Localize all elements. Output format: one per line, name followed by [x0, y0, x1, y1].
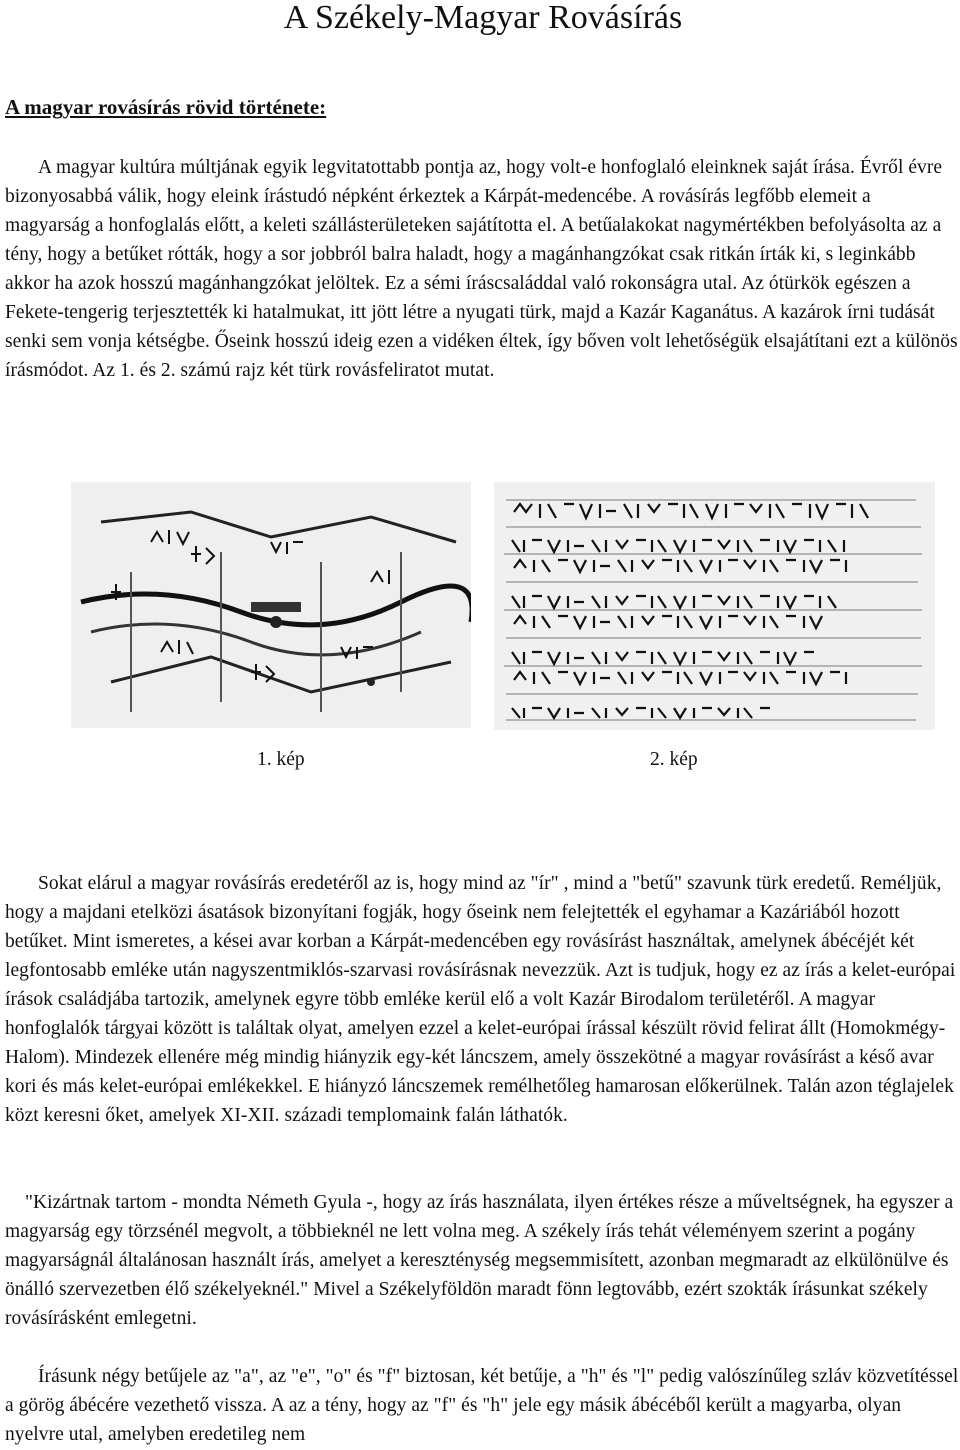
figure-2-image: [494, 482, 935, 730]
section-heading: A magyar rovásírás rövid története:: [5, 95, 327, 119]
paragraph-origin-text: Sokat elárul a magyar rovásírás eredetéről az is, hogy mind az "ír" , mind a "betű" szavunk türk eredetű. Reméljük, hogy a majdani etelközi ásatások bizonyítani fogják, hogy őseink nem felejtették el egyhamar a Kazáriából hozott betűket. Mint ismeretes, a kései avar korban a Kárpát-medencében egy rovásírást használtak, amelynek ábécéjét két legfontosabb emléke után nagyszentmiklós-szarvasi rovásírásnak nevezzük. Azt is tudjuk, hogy ez az írás a kelet-európai írások családjába tartozik, amelynek egyre több emléke kerül elő a volt Kazár Birodalom területéről. A magyar honfoglalók tárgyai között is találtak olyat, amelyen ezzel a kelet-európai írással készült rövid felirat állt (Homokmégy-Halom). Mindezek ellenére még mindig hiányzik egy-két láncszem, amely összekötné a magyar rovásírást a késő avar kori és más kelet-európai emlékekkel. E hiányzó láncszemek remélhetőleg hamarosan előkerülnek. Talán azon téglajelek közt keresni őket, amelyek XI-XII. századi templomaink falán láthatók.: [5, 873, 956, 1126]
paragraph-intro-text: A magyar kultúra múltjának egyik legvitatottabb pontja az, hogy volt-e honfoglaló eleinknek saját írása. Évről évre bizonyosabbá válik, hogy eleink írástudó népként érkeztek a Kárpát-medencébe. A rovásírás legfőbb elemeit a magyarság a honfoglalás előtt, a keleti szállásterületeken sajátította el. A betűalakokat nagymértékben befolyásolta az a tény, hogy a betűket rótták, hogy a sor jobbról balra haladt, hogy a magánhangzókat csak ritkán írták ki, s leginkább akkor ha azok hosszú magánhangzókat jelöltek. Ez a sémi íráscsaláddal való rokonságra utal. Az ótürkök egészen a Fekete-tengerig terjesztették ki hatalmukat, itt jött létre a nyugati türk, majd a Kazár Kaganátus. A kazárok írni tudását senki sem vonja kétségbe. Őseink hosszú ideig ezen a vidéken éltek, így bőven volt lehetőségük elsajátítani ezt a különös írásmódot. Az 1. és 2. számú rajz két türk rovásfeliratot mutat.: [5, 157, 958, 381]
figure-2-caption: 2. kép: [650, 749, 698, 770]
paragraph-intro: [5, 153, 960, 385]
turkic-inscription-drawing-1: [71, 482, 471, 728]
paragraph-quote-text: "Kizártnak tartom - mondta Németh Gyula -, hogy az írás használata, ilyen értékes része a műveltségnek, ha egyszer a magyarság egy törzsénél megvolt, a többieknél ne lett volna meg. A székely írás tehát véleményem szerint a pogány magyarságnál általánosan használt írás, amelyet a kereszténység megsemmisített, azonban megmaradt az elkülönülve és önálló szervezetben élő székelyeknél." Mivel a Székelyföldön maradt fönn legtovább, ezért szokták írásunkat székely rovásírásként emlegetni.: [5, 1192, 954, 1329]
page-title: A Székely-Magyar Rovásírás: [283, 0, 683, 36]
turkic-inscription-drawing-2: [494, 482, 935, 730]
paragraph-letters-text: Írásunk négy betűjele az "a", az "e", "o" és "f" biztosan, két betűje, a "h" és "l" pedig valószínűleg szláv közvetítéssel a görög ábécére vezethető vissza. A az a tény, hogy az "f" és "h" jele egy másik ábécéből került a magyarba, olyan nyelvre utal, amelyben eredetileg nem: [5, 1366, 959, 1445]
paragraph-letters: [5, 1362, 960, 1449]
figure-1-caption: 1. kép: [257, 749, 305, 770]
paragraph-origin: [5, 869, 960, 1130]
figure-1-image: [71, 482, 471, 728]
paragraph-quote: [5, 1188, 960, 1333]
